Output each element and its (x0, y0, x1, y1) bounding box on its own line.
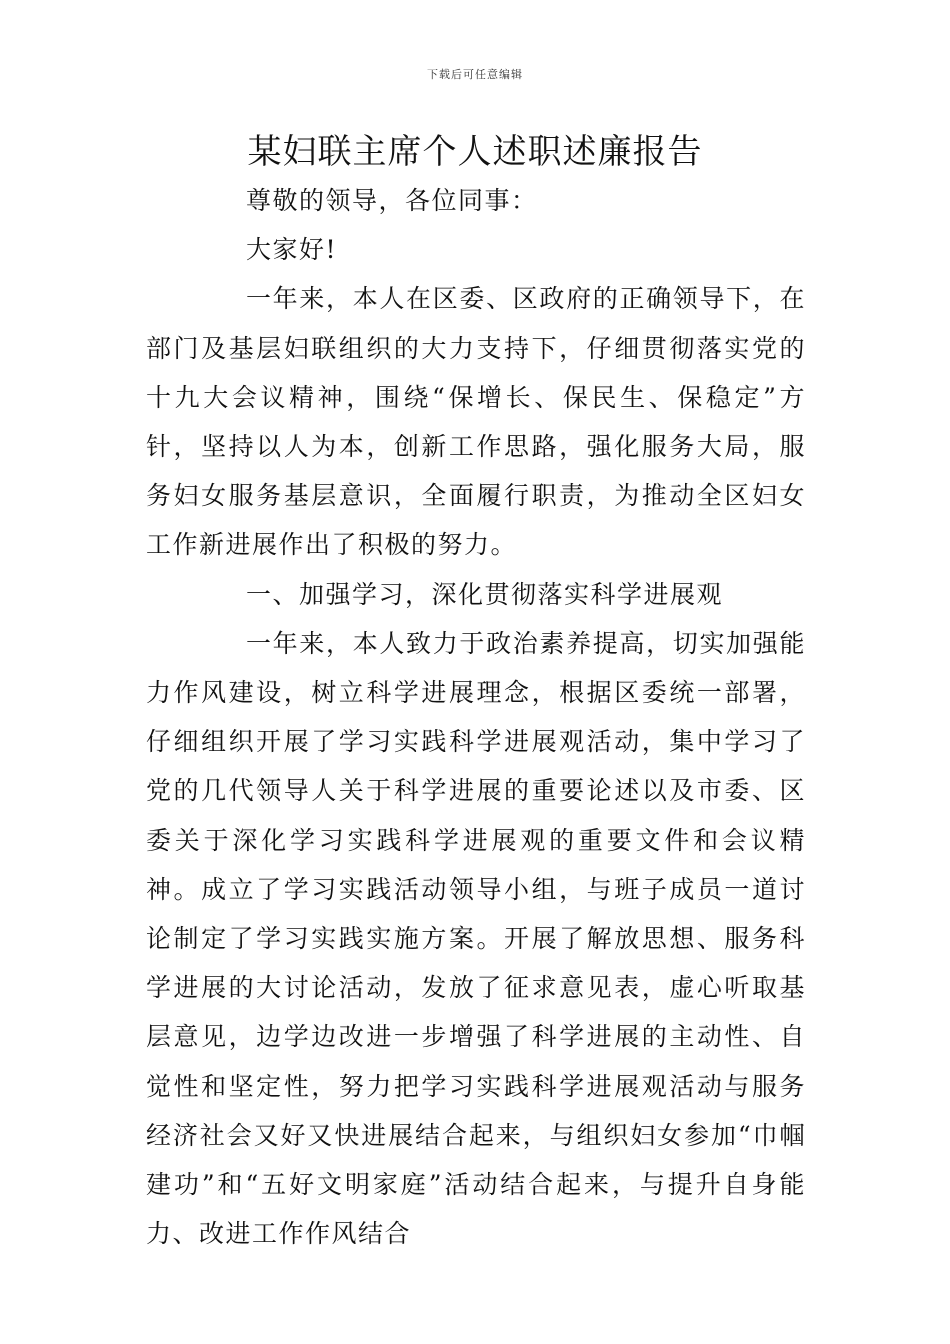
document-title: 某妇联主席个人述职述廉报告 (247, 132, 703, 172)
intro-paragraph: 一年来，本人在区委、区政府的正确领导下，在部门及基层妇联组织的大力支持下，仔细贯彻落实党的十九大会议精神，围绕“保增长、保民生、保稳定”方针，坚持以人为本，创新工作思路，强化服务大局，服务妇女服务基层意识，全面履行职责，为推动全区妇女工作新进展作出了积极的努力。 (146, 284, 806, 560)
salutation-paragraph: 尊敬的领导，各位同事： (246, 186, 538, 215)
page-header-note: 下载后可任意编辑 (427, 68, 523, 81)
section-1-paragraph: 一年来，本人致力于政治素养提高，切实加强能力作风建设，树立科学进展理念，根据区委统一部署，仔细组织开展了学习实践科学进展观活动，集中学习了党的几代领导人关于科学进展的重要论述以及市委、区委关于深化学习实践科学进展观的重要文件和会议精神。成立了学习实践活动领导小组，与班子成员一道讨论制定了学习实践实施方案。开展了解放思想、服务科学进展的大讨论活动，发放了征求意见表，虚心听取基层意见，边学边改进一步增强了科学进展的主动性、自觉性和坚定性，努力把学习实践科学进展观活动与服务经济社会又好又快进展结合起来，与组织妇女参加“巾帼建功”和“五好文明家庭”活动结合起来，与提升自身能力、改进工作作风结合 (146, 628, 806, 1249)
section-heading-1: 一、加强学习，深化贯彻落实科学进展观 (246, 579, 724, 609)
greeting-paragraph: 大家好! (246, 235, 338, 265)
document-body (146, 176, 806, 1258)
